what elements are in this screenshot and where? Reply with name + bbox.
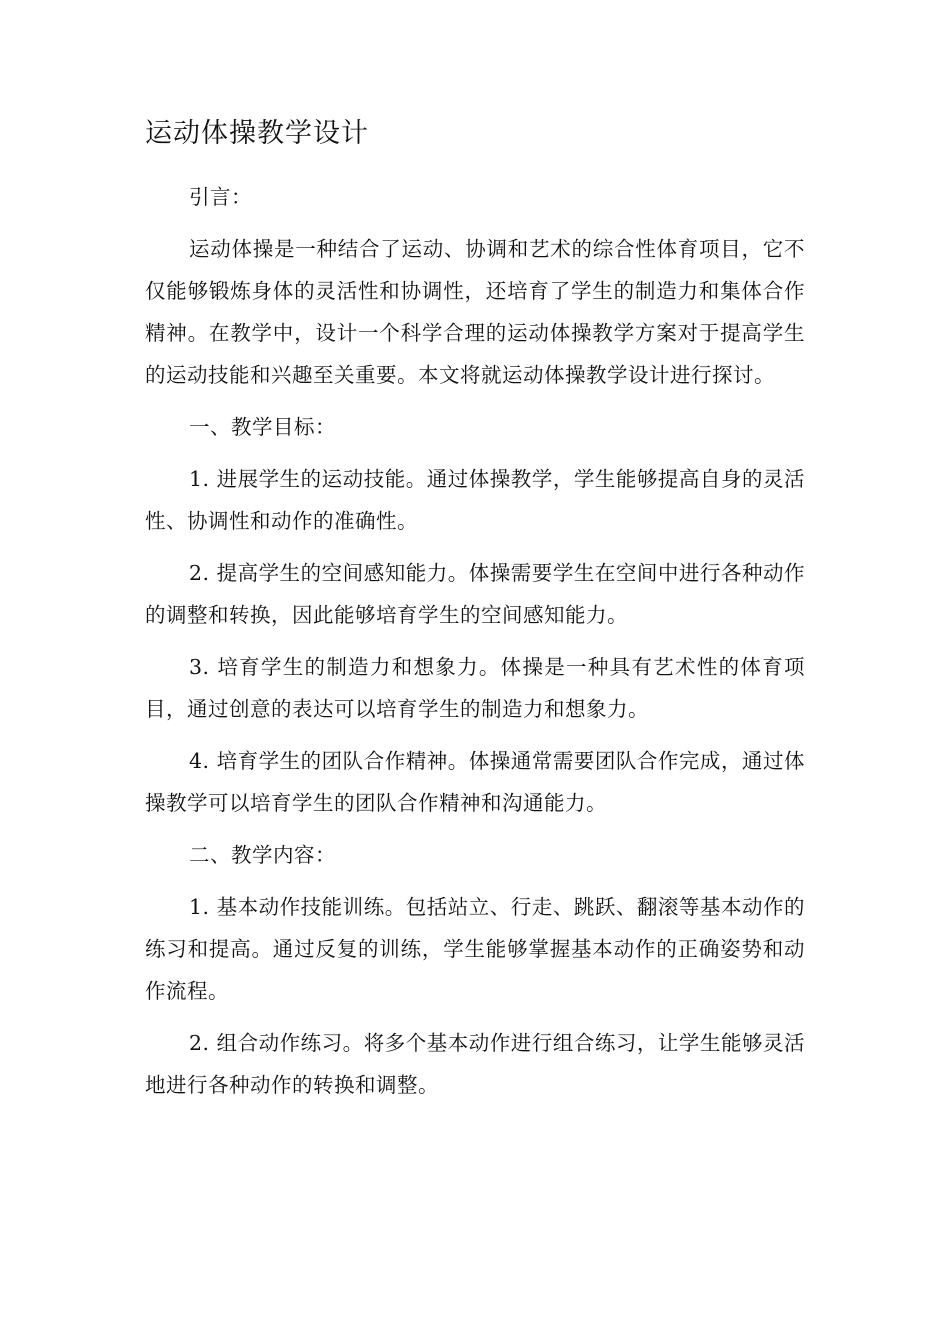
section-heading-goals: 一、教学目标： xyxy=(189,415,336,439)
content-item-1: 1. 基本动作技能训练。包括站立、行走、跳跃、翻滚等基本动作的练习和提高。通过反复的训练，学生能够掌握基本动作的正确姿势和动作流程。 xyxy=(145,895,805,1003)
section-heading-content: 二、教学内容： xyxy=(189,843,336,867)
content-item-2: 2. 组合动作练习。将多个基本动作进行组合练习，让学生能够灵活地进行各种动作的转换和调整。 xyxy=(145,1031,805,1097)
paragraph-intro-heading: 引言： xyxy=(189,185,252,209)
document-title: 运动体操教学设计 xyxy=(145,118,369,149)
goal-item-3: 3. 培育学生的制造力和想象力。体操是一种具有艺术性的体育项目，通过创意的表达可以培育学生的制造力和想象力。 xyxy=(145,655,805,721)
goal-item-4: 4. 培育学生的团队合作精神。体操通常需要团队合作完成，通过体操教学可以培育学生的团队合作精神和沟通能力。 xyxy=(145,749,805,815)
goal-item-2: 2. 提高学生的空间感知能力。体操需要学生在空间中进行各种动作的调整和转换，因此能够培育学生的空间感知能力。 xyxy=(145,561,805,627)
document-body xyxy=(145,112,805,1116)
goal-item-1: 1. 进展学生的运动技能。通过体操教学，学生能够提高自身的灵活性、协调性和动作的准确性。 xyxy=(145,467,805,533)
paragraph-intro-body: 运动体操是一种结合了运动、协调和艺术的综合性体育项目，它不仅能够锻炼身体的灵活性和协调性，还培育了学生的制造力和集体合作精神。在教学中，设计一个科学合理的运动体操教学方案对于提高学生的运动技能和兴趣至关重要。本文将就运动体操教学设计进行探讨。 xyxy=(145,237,805,387)
